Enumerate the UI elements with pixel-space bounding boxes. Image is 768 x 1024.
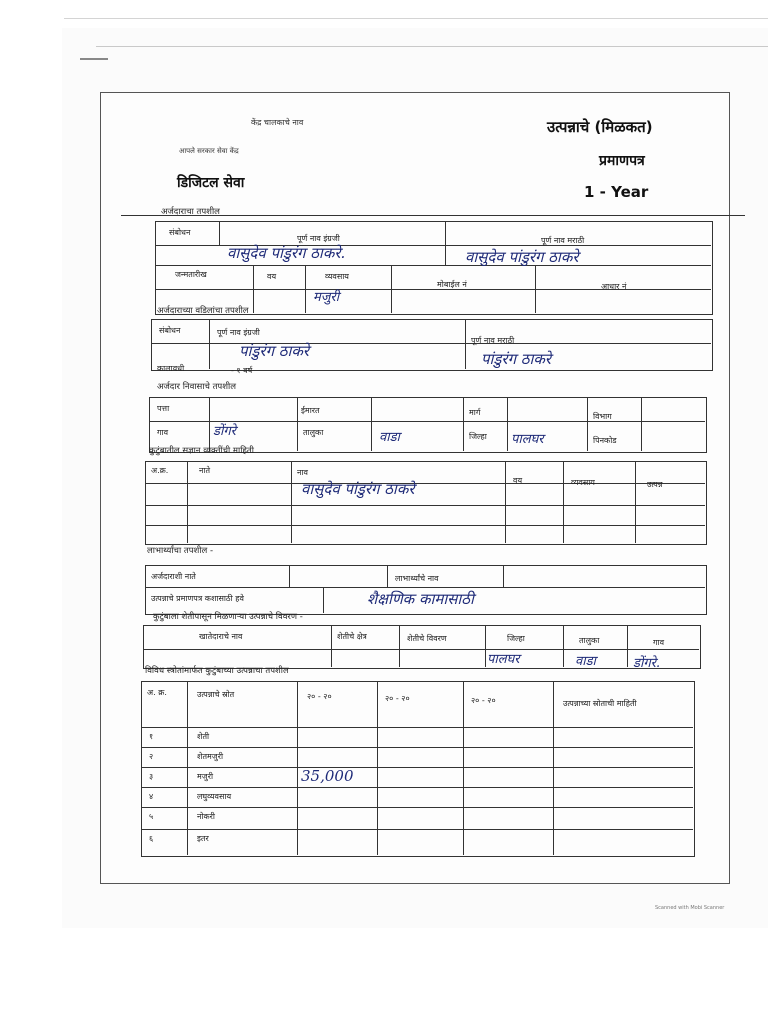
income-col-info: उत्पन्नाच्या स्रोताची माहिती: [563, 699, 637, 708]
father-section-heading: अर्जदाराच्या वडिलांचा तपशील: [157, 306, 249, 316]
income-row-source: शेती: [197, 732, 210, 741]
address-label: पत्ता: [157, 404, 170, 413]
applicant-name-marathi-label: पूर्ण नाव मराठी: [541, 236, 585, 245]
table-rule: [297, 681, 298, 855]
income-row-sr: २: [149, 752, 154, 761]
fold-line: [64, 18, 768, 19]
table-rule: [291, 461, 292, 543]
land-taluka-label: तालुका: [579, 636, 600, 645]
family-col-income: उत्पन्न: [647, 480, 663, 489]
edge-mark: [80, 58, 108, 60]
table-rule: [141, 829, 693, 830]
certificate-title-line2: प्रमाणपत्र: [599, 153, 645, 169]
income-col-source: उत्पन्नाचे स्रोत: [197, 690, 235, 699]
taluka-value: वाडा: [379, 430, 400, 445]
table-rule: [141, 767, 693, 768]
table-rule: [305, 265, 306, 313]
income-col-sr: अ. क्र.: [147, 688, 167, 697]
land-holder-label: खातेदाराचे नाव: [199, 632, 243, 641]
family-section-heading: कुटुंबातील सज्ञान व्यक्तींची माहिती: [149, 446, 254, 456]
table-rule: [209, 319, 210, 369]
applicant-name-english-value: वासुदेव पांडुरंग ठाकरे.: [227, 244, 346, 262]
income-col-year1: २० - २०: [307, 692, 332, 701]
building-label: ईमारत: [301, 406, 320, 415]
village-value: डोंगरे: [213, 424, 236, 439]
table-rule: [377, 681, 378, 855]
table-rule: [155, 265, 711, 266]
duration-value: - १ वर्ष: [231, 366, 253, 375]
table-rule: [563, 625, 564, 667]
income-row-sr: ४: [149, 792, 154, 801]
fold-line: [96, 46, 768, 47]
father-name-marathi-label: पूर्ण नाव मराठी: [471, 336, 515, 345]
table-rule: [145, 525, 705, 526]
land-district-label: जिल्हा: [507, 634, 525, 643]
dob-label: जन्मतारीख: [175, 270, 207, 279]
occupation-value: मजुरी: [313, 290, 340, 305]
income-col-year3: २० - २०: [471, 696, 496, 705]
income-section-heading: विविध स्त्रोतांमार्फत कुटुंबाच्या उत्पन्नाचा तपशील: [145, 666, 289, 676]
validity-label: 1 - Year: [584, 183, 649, 201]
table-rule: [145, 483, 705, 484]
table-rule: [463, 681, 464, 855]
income-row-sr: ३: [149, 772, 154, 781]
table-rule: [507, 397, 508, 451]
table-rule: [143, 649, 699, 650]
table-rule: [465, 319, 466, 369]
family-col-age: वय: [513, 476, 523, 485]
aaple-sarkar-label: आपले सरकार सेवा केंद्र: [179, 147, 239, 155]
applicant-name-marathi-value: वासुदेव पांडुरंग ठाकरे: [465, 248, 579, 266]
beneficiary-name-label: लाभार्थ्यांचे नाव: [395, 574, 439, 583]
income-row-sr: ५: [149, 812, 154, 821]
table-rule: [505, 461, 506, 543]
table-rule: [391, 265, 392, 313]
income-row-source: नोकरी: [197, 812, 215, 821]
pincode-label: पिनकोड: [593, 436, 617, 445]
beneficiary-relation-label: अर्जदाराशी नाते: [151, 572, 196, 581]
table-rule: [219, 221, 220, 245]
table-rule: [151, 343, 711, 344]
table-rule: [145, 587, 705, 588]
income-row-source: इतर: [197, 834, 209, 843]
land-taluka-value: वाडा: [575, 654, 596, 669]
table-rule: [463, 397, 464, 451]
income-row-source: शेतमजुरी: [197, 752, 224, 761]
family-col-occupation: व्यवसाय: [571, 478, 595, 487]
land-details-label: शेतीचे विवरण: [407, 634, 447, 643]
scanner-watermark: Scanned with Mobi Scanner: [655, 905, 725, 911]
table-rule: [371, 397, 372, 451]
table-rule: [253, 265, 254, 313]
district-label: जिल्हा: [469, 432, 487, 441]
family-col-name: नाव: [297, 468, 308, 477]
land-village-label: गाव: [653, 638, 665, 647]
mobile-label: मोबाईल नं: [437, 280, 467, 289]
table-rule: [563, 461, 564, 543]
table-rule: [503, 565, 504, 587]
father-name-marathi-value: पांडुरंग ठाकरे: [481, 350, 552, 368]
district-value: पालघर: [511, 432, 544, 447]
income-row-source: लघुव्यवसाय: [197, 792, 232, 801]
income-row-y1-value: 35,000: [301, 767, 354, 785]
table-rule: [635, 461, 636, 543]
beneficiary-section-heading: लाभार्थ्यांचा तपशील -: [147, 546, 214, 556]
income-col-year2: २० - २०: [385, 694, 410, 703]
table-rule: [553, 681, 554, 855]
aadhaar-label: आधार नं: [601, 282, 627, 291]
family-table: [145, 461, 707, 545]
table-rule: [587, 397, 588, 451]
division-label: विभाग: [593, 412, 612, 421]
income-row-sr: ६: [149, 834, 154, 843]
road-label: मार्ग: [469, 408, 481, 417]
certificate-title-line1: उत्पन्नाचे (मिळकत): [547, 118, 653, 136]
village-label: गाव: [157, 428, 169, 437]
centre-operator-label: केंद्र चालकाचे नाव: [251, 118, 304, 127]
table-rule: [399, 625, 400, 667]
income-certificate-form: [100, 92, 730, 884]
digital-seva-label: डिजिटल सेवा: [177, 175, 245, 191]
table-rule: [297, 397, 298, 451]
table-rule: [627, 625, 628, 667]
father-name-english-label: पूर्ण नाव इंग्रजी: [217, 328, 260, 337]
table-rule: [289, 565, 290, 587]
table-rule: [331, 625, 332, 667]
father-name-english-value: पांडुरंग ठाकरे: [239, 342, 310, 360]
table-rule: [141, 727, 693, 728]
duration-label: कालावधी: [157, 364, 185, 373]
family-col-relation: नाते: [199, 466, 211, 475]
applicant-table: [155, 221, 713, 315]
table-rule: [641, 397, 642, 451]
table-rule: [141, 807, 693, 808]
land-village-value: डोंगरे.: [633, 656, 661, 671]
table-rule: [387, 565, 388, 587]
table-rule: [445, 221, 446, 265]
taluka-label: तालुका: [303, 428, 324, 437]
applicant-salutation-label: संबोधन: [169, 228, 191, 237]
table-rule: [141, 787, 693, 788]
land-district-value: पालघर: [487, 652, 520, 667]
residence-section-heading: अर्जदार निवासाचे तपशील: [157, 382, 237, 392]
age-label: वय: [267, 272, 277, 281]
table-rule: [323, 587, 324, 613]
family-row1-name: वासुदेव पांडुरंग ठाकरे: [301, 480, 415, 498]
table-rule: [187, 681, 188, 855]
father-salutation-label: संबोधन: [159, 326, 181, 335]
land-section-heading: कुटुंबाला शेतीपासून मिळणाऱ्या उत्पन्नाचे विवरण -: [153, 612, 303, 622]
table-rule: [209, 397, 210, 451]
table-rule: [141, 747, 693, 748]
land-area-label: शेतीचे क्षेत्र: [337, 632, 367, 641]
table-rule: [155, 289, 711, 290]
family-col-sr: अ.क्र.: [151, 466, 169, 475]
applicant-name-english-label: पूर्ण नाव इंग्रजी: [297, 234, 340, 243]
table-rule: [187, 461, 188, 543]
table-rule: [145, 505, 705, 506]
purpose-label: उत्पन्नाचे प्रमाणपत्र कशासाठी हवे: [151, 594, 244, 603]
income-row-sr: १: [149, 732, 154, 741]
applicant-section-heading: अर्जदाराचा तपशील: [161, 207, 220, 217]
table-rule: [485, 625, 486, 667]
table-rule: [535, 265, 536, 313]
purpose-value: शैक्षणिक कामासाठी: [367, 590, 474, 608]
occupation-label: व्यवसाय: [325, 272, 349, 281]
income-row-source: मजुरी: [197, 772, 214, 781]
